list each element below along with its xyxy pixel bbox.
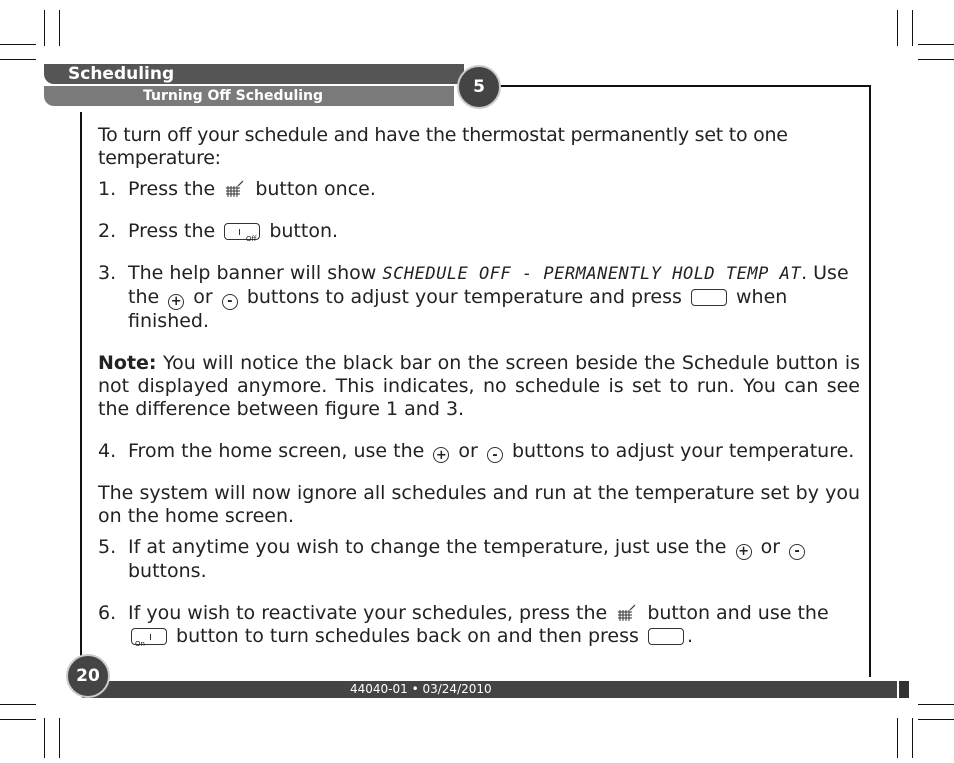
- crop-mark: [912, 10, 913, 46]
- step-2: [98, 220, 860, 243]
- top-rule: [490, 85, 871, 87]
- crop-mark: [0, 719, 36, 720]
- step-text: If at anytime you wish to change the temperature, just use the: [128, 536, 727, 558]
- step-text: buttons.: [128, 559, 207, 582]
- note-paragraph: [98, 352, 860, 421]
- lcd-banner-text: SCHEDULE OFF - PERMANENTLY HOLD TEMP AT: [382, 264, 802, 284]
- off-button-icon: [224, 223, 260, 243]
- step-text: button.: [269, 220, 339, 242]
- crop-mark: [897, 718, 898, 758]
- plus-icon: +: [736, 544, 752, 560]
- off-icon-label: Off: [245, 235, 257, 243]
- step-text: button to turn schedules back on and then press: [176, 624, 639, 647]
- intro-text: To turn off your schedule and have the thermostat permanently set to one temperature:: [98, 124, 788, 169]
- step-3: [98, 262, 860, 333]
- plus-icon: +: [433, 447, 449, 463]
- system-paragraph: The system will now ignore all schedules and run at the temperature set by you on the home screen.: [98, 482, 860, 527]
- crop-mark: [912, 718, 913, 758]
- minus-icon: -: [222, 294, 238, 310]
- page-number-badge: 20: [66, 654, 110, 698]
- step-number: 3.: [98, 262, 117, 284]
- step-number: 4.: [98, 439, 117, 462]
- step-text: .: [686, 624, 693, 647]
- footer-end-block: [899, 681, 909, 698]
- crop-mark: [918, 44, 954, 45]
- minus-icon: -: [789, 544, 805, 560]
- on-button-icon: [131, 628, 167, 648]
- section-title: Scheduling: [68, 64, 175, 84]
- step-text: buttons to adjust your temperature and press: [246, 286, 682, 308]
- step-6: [98, 602, 860, 648]
- crop-mark: [59, 718, 60, 758]
- step-number: 6.: [98, 601, 117, 624]
- schedule-icon: [224, 180, 246, 198]
- step-text: . Use the: [128, 262, 849, 308]
- step-5: [98, 536, 860, 583]
- note-text: You will notice the black bar on the screen beside the Schedule button is not displayed anymore. This indicates, no schedule is set to run. You can see the difference between figure 1 and 3.: [98, 351, 860, 420]
- step-number: 1.: [98, 178, 117, 200]
- schedule-icon: [616, 604, 638, 622]
- step-text: The help banner will show: [128, 262, 377, 284]
- crop-mark: [897, 10, 898, 46]
- page-content: [98, 124, 860, 648]
- crop-mark: [44, 10, 45, 46]
- step-1: [98, 178, 860, 201]
- minus-icon: -: [487, 447, 503, 463]
- crop-mark: [918, 719, 954, 720]
- crop-mark: [0, 59, 36, 60]
- crop-mark: [59, 10, 60, 46]
- step-text: From the home screen, use the: [128, 439, 425, 462]
- divider-mark: [239, 229, 240, 235]
- crop-mark: [918, 704, 954, 705]
- on-icon-label: On: [135, 639, 145, 648]
- crop-mark: [0, 704, 36, 705]
- crop-mark: [918, 59, 954, 60]
- step-text: buttons to adjust your temperature.: [511, 439, 855, 462]
- step-text: Press the: [128, 178, 216, 200]
- right-rule: [869, 85, 871, 677]
- step-text: or: [458, 439, 478, 462]
- step-text: button and use the: [647, 601, 829, 624]
- step-number: 5.: [98, 536, 117, 558]
- document-info: 44040-01 • 03/24/2010: [350, 682, 492, 696]
- blank-button-icon: [691, 289, 727, 306]
- note-label: Note:: [98, 351, 157, 374]
- step-4: [98, 440, 860, 464]
- subsection-title: Turning Off Scheduling: [143, 88, 324, 104]
- crop-mark: [44, 718, 45, 758]
- step-text: button once.: [255, 178, 376, 200]
- step-text: If you wish to reactivate your schedules, press the: [128, 601, 608, 624]
- left-rule: [80, 112, 82, 662]
- step-text: or: [760, 536, 781, 558]
- step-number: 2.: [98, 220, 117, 242]
- step-text: when finished.: [128, 286, 788, 332]
- plus-icon: +: [168, 294, 184, 310]
- step-text: Press the: [128, 220, 216, 242]
- crop-mark: [0, 44, 36, 45]
- blank-button-icon: [648, 628, 684, 645]
- step-text: or: [193, 286, 213, 308]
- chapter-badge: 5: [457, 65, 501, 109]
- divider-mark: [150, 634, 151, 640]
